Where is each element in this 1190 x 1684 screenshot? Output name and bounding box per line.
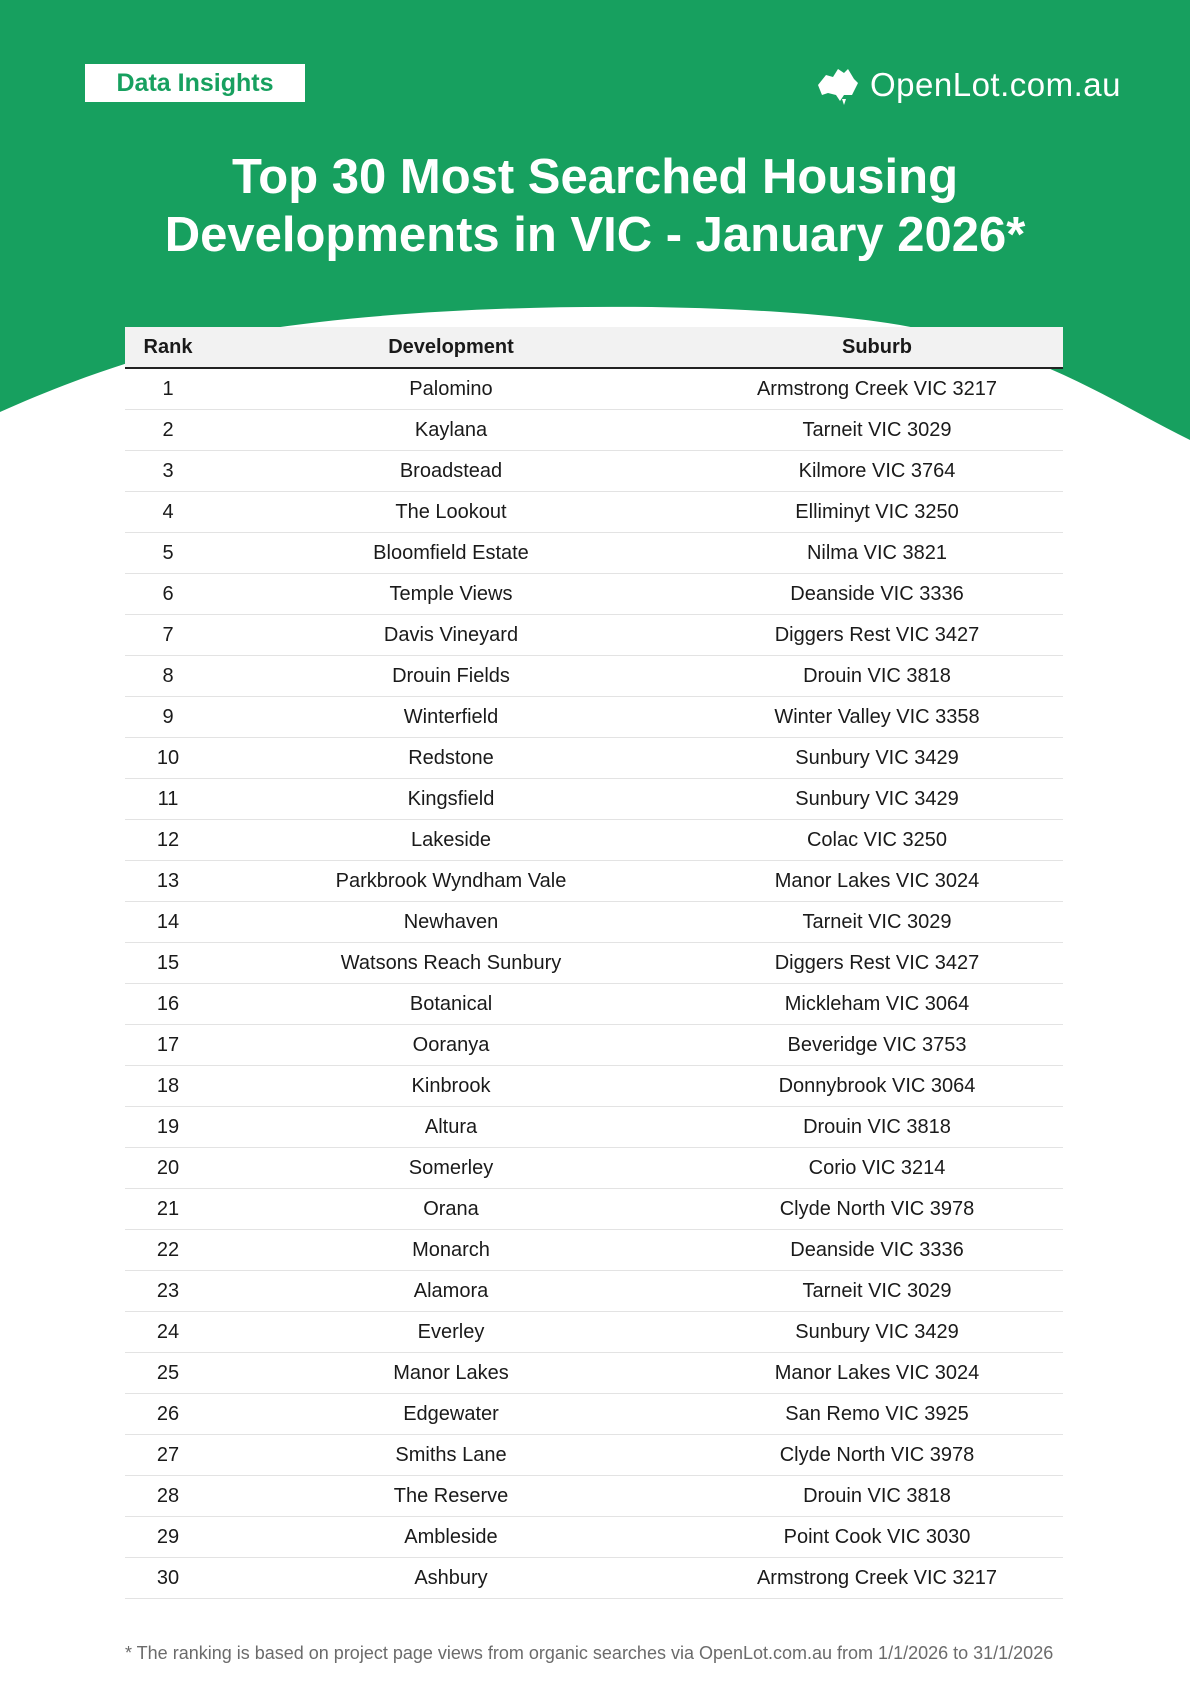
development-cell: Monarch [211,1230,691,1271]
rank-cell: 13 [125,861,211,902]
rank-cell: 27 [125,1435,211,1476]
rank-cell: 16 [125,984,211,1025]
table-row [125,1394,1063,1435]
development-cell: The Reserve [211,1476,691,1517]
rank-cell: 21 [125,1189,211,1230]
table-row [125,861,1063,902]
development-cell: Newhaven [211,902,691,943]
rank-cell: 22 [125,1230,211,1271]
suburb-cell: Nilma VIC 3821 [691,533,1063,574]
rank-cell: 28 [125,1476,211,1517]
suburb-cell: San Remo VIC 3925 [691,1394,1063,1435]
development-cell: Bloomfield Estate [211,533,691,574]
footnote: * The ranking is based on project page views from organic searches via OpenLot.com.au from 1/1/2026 to 31/1/2026 [125,1643,1054,1663]
rank-cell: 5 [125,533,211,574]
suburb-cell: Kilmore VIC 3764 [691,451,1063,492]
title-line-1: Top 30 Most Searched Housing [231,150,959,204]
rank-cell: 18 [125,1066,211,1107]
development-cell: Drouin Fields [211,656,691,697]
suburb-cell: Point Cook VIC 3030 [691,1517,1063,1558]
table-row [125,615,1063,656]
suburb-cell: Deanside VIC 3336 [691,1230,1063,1271]
rank-cell: 11 [125,779,211,820]
rank-cell: 26 [125,1394,211,1435]
table-row [125,1066,1063,1107]
development-cell: Alamora [211,1271,691,1312]
development-cell: Smiths Lane [211,1435,691,1476]
table-row [125,1230,1063,1271]
suburb-cell: Diggers Rest VIC 3427 [691,943,1063,984]
table-row [125,943,1063,984]
rank-cell: 19 [125,1107,211,1148]
table-row [125,410,1063,451]
development-cell: Ashbury [211,1558,691,1599]
suburb-cell: Mickleham VIC 3064 [691,984,1063,1025]
rank-cell: 2 [125,410,211,451]
suburb-cell: Drouin VIC 3818 [691,656,1063,697]
rank-cell: 29 [125,1517,211,1558]
suburb-cell: Elliminyt VIC 3250 [691,492,1063,533]
suburb-cell: Armstrong Creek VIC 3217 [691,1558,1063,1599]
development-cell: Edgewater [211,1394,691,1435]
table-row [125,656,1063,697]
table-row [125,1107,1063,1148]
column-header-development: Development [211,327,691,368]
development-cell: Orana [211,1189,691,1230]
table-row [125,492,1063,533]
table-row [125,451,1063,492]
development-cell: Davis Vineyard [211,615,691,656]
development-cell: Winterfield [211,697,691,738]
rank-cell: 4 [125,492,211,533]
suburb-cell: Diggers Rest VIC 3427 [691,615,1063,656]
table-row [125,368,1063,410]
suburb-cell: Clyde North VIC 3978 [691,1189,1063,1230]
rank-cell: 10 [125,738,211,779]
rank-cell: 24 [125,1312,211,1353]
column-header-suburb: Suburb [691,327,1063,368]
development-cell: Manor Lakes [211,1353,691,1394]
table-row [125,1558,1063,1599]
suburb-cell: Donnybrook VIC 3064 [691,1066,1063,1107]
table-body [125,368,1063,1599]
ranking-table [125,327,1063,1599]
table-row [125,574,1063,615]
table-header-row [125,327,1063,368]
page-title [0,148,1190,264]
table-row [125,533,1063,574]
table-row [125,902,1063,943]
suburb-cell: Sunbury VIC 3429 [691,1312,1063,1353]
data-insights-badge: Data Insights [85,64,305,102]
rank-cell: 9 [125,697,211,738]
development-cell: Everley [211,1312,691,1353]
rank-cell: 7 [125,615,211,656]
openlot-logo[interactable] [816,62,1121,108]
australia-map-icon [816,65,860,105]
suburb-cell: Tarneit VIC 3029 [691,902,1063,943]
suburb-cell: Sunbury VIC 3429 [691,779,1063,820]
suburb-cell: Drouin VIC 3818 [691,1476,1063,1517]
suburb-cell: Winter Valley VIC 3358 [691,697,1063,738]
development-cell: The Lookout [211,492,691,533]
rank-cell: 1 [125,368,211,410]
rank-cell: 17 [125,1025,211,1066]
table-row [125,1148,1063,1189]
rank-cell: 14 [125,902,211,943]
table-row [125,1353,1063,1394]
column-header-rank: Rank [125,327,211,368]
table-row [125,738,1063,779]
development-cell: Ambleside [211,1517,691,1558]
table-row [125,1312,1063,1353]
table-row [125,820,1063,861]
suburb-cell: Beveridge VIC 3753 [691,1025,1063,1066]
development-cell: Broadstead [211,451,691,492]
suburb-cell: Deanside VIC 3336 [691,574,1063,615]
rank-cell: 25 [125,1353,211,1394]
development-cell: Temple Views [211,574,691,615]
table-row [125,697,1063,738]
table-row [125,1517,1063,1558]
development-cell: Kingsfield [211,779,691,820]
suburb-cell: Colac VIC 3250 [691,820,1063,861]
rank-cell: 8 [125,656,211,697]
table-row [125,984,1063,1025]
rank-cell: 20 [125,1148,211,1189]
rank-cell: 15 [125,943,211,984]
suburb-cell: Manor Lakes VIC 3024 [691,861,1063,902]
title-line-2: Developments in VIC - January 2026* [164,208,1026,262]
rank-cell: 12 [125,820,211,861]
development-cell: Lakeside [211,820,691,861]
rank-cell: 23 [125,1271,211,1312]
development-cell: Botanical [211,984,691,1025]
development-cell: Somerley [211,1148,691,1189]
suburb-cell: Tarneit VIC 3029 [691,410,1063,451]
development-cell: Parkbrook Wyndham Vale [211,861,691,902]
table-row [125,1189,1063,1230]
suburb-cell: Drouin VIC 3818 [691,1107,1063,1148]
logo-text: OpenLot.com.au [870,66,1121,103]
rank-cell: 3 [125,451,211,492]
suburb-cell: Clyde North VIC 3978 [691,1435,1063,1476]
suburb-cell: Armstrong Creek VIC 3217 [691,368,1063,410]
suburb-cell: Sunbury VIC 3429 [691,738,1063,779]
table-row [125,1271,1063,1312]
table-row [125,1025,1063,1066]
development-cell: Kinbrook [211,1066,691,1107]
development-cell: Altura [211,1107,691,1148]
development-cell: Kaylana [211,410,691,451]
table-row [125,1476,1063,1517]
development-cell: Ooranya [211,1025,691,1066]
table-row [125,1435,1063,1476]
suburb-cell: Manor Lakes VIC 3024 [691,1353,1063,1394]
rank-cell: 30 [125,1558,211,1599]
suburb-cell: Tarneit VIC 3029 [691,1271,1063,1312]
development-cell: Watsons Reach Sunbury [211,943,691,984]
rank-cell: 6 [125,574,211,615]
development-cell: Palomino [211,368,691,410]
suburb-cell: Corio VIC 3214 [691,1148,1063,1189]
table-row [125,779,1063,820]
development-cell: Redstone [211,738,691,779]
